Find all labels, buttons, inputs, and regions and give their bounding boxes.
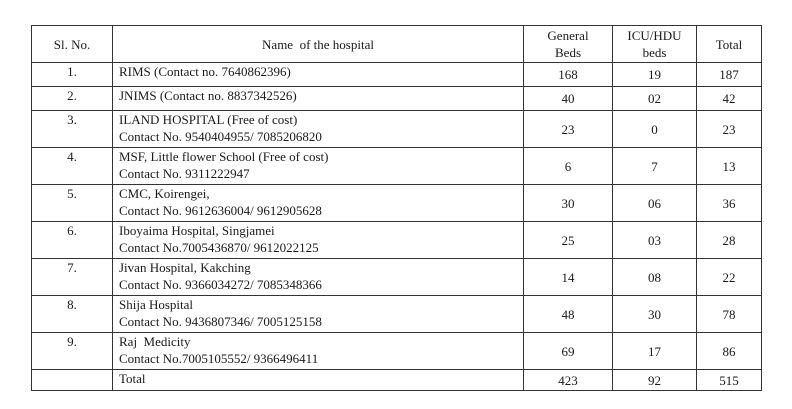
row-general-beds: 14	[524, 259, 613, 296]
totals-total: 515	[697, 370, 762, 391]
hospital-line: ILAND HOSPITAL (Free of cost)	[119, 112, 298, 127]
contact-line: Contact No. 9540404955/ 7085206820	[119, 129, 322, 144]
row-general-beds: 30	[524, 185, 613, 222]
header-general-beds-line2: Beds	[555, 45, 581, 60]
row-sl-no: 1.	[32, 63, 113, 87]
row-sl-no: 7.	[32, 259, 113, 296]
row-icu-beds: 17	[613, 333, 697, 370]
contact-line: Contact No.7005436870/ 9612022125	[119, 240, 319, 255]
row-general-beds: 69	[524, 333, 613, 370]
row-hospital-name	[113, 148, 524, 185]
table-row	[32, 111, 762, 148]
row-total: 86	[697, 333, 762, 370]
row-sl-no: 3.	[32, 111, 113, 148]
row-sl-no: 5.	[32, 185, 113, 222]
hospital-line: CMC, Koirengei,	[119, 186, 210, 201]
contact-line: Contact No. 9366034272/ 7085348366	[119, 277, 322, 292]
row-icu-beds: 30	[613, 296, 697, 333]
row-total: 78	[697, 296, 762, 333]
row-hospital-name	[113, 87, 524, 111]
row-icu-beds: 08	[613, 259, 697, 296]
table-row	[32, 259, 762, 296]
contact-line: Contact No. 9311222947	[119, 166, 250, 181]
row-general-beds: 6	[524, 148, 613, 185]
row-icu-beds: 03	[613, 222, 697, 259]
table-row	[32, 296, 762, 333]
totals-row	[32, 370, 762, 391]
row-general-beds: 168	[524, 63, 613, 87]
row-hospital-name	[113, 259, 524, 296]
row-icu-beds: 06	[613, 185, 697, 222]
row-hospital-name	[113, 111, 524, 148]
contact-line: Contact No. 9436807346/ 7005125158	[119, 314, 322, 329]
table-row	[32, 148, 762, 185]
row-total: 187	[697, 63, 762, 87]
row-hospital-name	[113, 185, 524, 222]
table-row	[32, 222, 762, 259]
row-total: 42	[697, 87, 762, 111]
table-row	[32, 185, 762, 222]
table-row	[32, 63, 762, 87]
row-sl-no: 6.	[32, 222, 113, 259]
header-total: Total	[697, 26, 762, 63]
hospital-line: MSF, Little flower School (Free of cost)	[119, 149, 329, 164]
row-general-beds: 23	[524, 111, 613, 148]
row-total: 28	[697, 222, 762, 259]
row-total: 36	[697, 185, 762, 222]
header-icu-hdu-beds	[613, 26, 697, 63]
header-hospital-name: Name of the hospital	[113, 26, 524, 63]
row-total: 22	[697, 259, 762, 296]
row-hospital-name	[113, 333, 524, 370]
row-total: 13	[697, 148, 762, 185]
row-general-beds: 48	[524, 296, 613, 333]
row-hospital-name	[113, 63, 524, 87]
table-row	[32, 87, 762, 111]
hospital-line: Iboyaima Hospital, Singjamei	[119, 223, 275, 238]
header-general-beds	[524, 26, 613, 63]
hospital-line: RIMS (Contact no. 7640862396)	[119, 64, 291, 79]
totals-icu-beds: 92	[613, 370, 697, 391]
hospital-line: Jivan Hospital, Kakching	[119, 260, 251, 275]
hospital-line: JNIMS (Contact no. 8837342526)	[119, 88, 297, 103]
row-icu-beds: 7	[613, 148, 697, 185]
totals-sl-empty	[32, 370, 113, 391]
header-sl-no: Sl. No.	[32, 26, 113, 63]
hospital-beds-table	[31, 25, 762, 391]
row-icu-beds: 0	[613, 111, 697, 148]
table-header	[32, 26, 762, 63]
row-sl-no: 4.	[32, 148, 113, 185]
row-sl-no: 2.	[32, 87, 113, 111]
totals-label: Total	[113, 370, 524, 391]
header-general-beds-line1: General	[547, 28, 589, 43]
hospital-line: Raj Medicity	[119, 334, 191, 349]
totals-general-beds: 423	[524, 370, 613, 391]
row-sl-no: 9.	[32, 333, 113, 370]
row-hospital-name	[113, 296, 524, 333]
hospital-line: Shija Hospital	[119, 297, 194, 312]
row-general-beds: 40	[524, 87, 613, 111]
row-icu-beds: 19	[613, 63, 697, 87]
contact-line: Contact No. 9612636004/ 9612905628	[119, 203, 322, 218]
row-sl-no: 8.	[32, 296, 113, 333]
row-total: 23	[697, 111, 762, 148]
row-icu-beds: 02	[613, 87, 697, 111]
header-icu-hdu-line1: ICU/HDU	[627, 28, 682, 43]
header-icu-hdu-line2: beds	[642, 45, 667, 60]
table-row	[32, 333, 762, 370]
contact-line: Contact No.7005105552/ 9366496411	[119, 351, 319, 366]
row-hospital-name	[113, 222, 524, 259]
row-general-beds: 25	[524, 222, 613, 259]
